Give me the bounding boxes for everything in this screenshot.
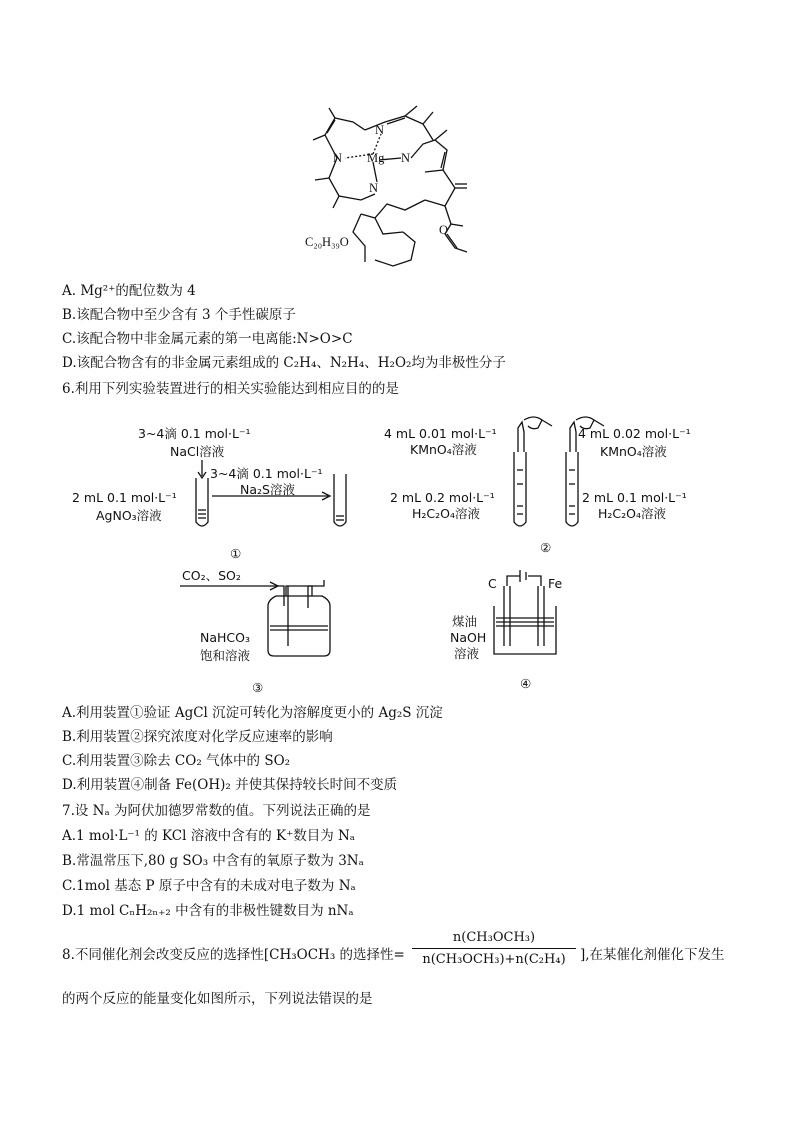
n-atom-left: N [333,151,343,165]
app2-h2c2o4-right-name: H₂C₂O₄溶液 [598,506,666,521]
fraction-numerator: n(CH₃OCH₃) [412,930,576,949]
fraction-denominator: n(CH₃OCH₃)+n(C₂H₄) [422,952,566,967]
q6-option-a: A.利用装置①验证 AgCl 沉淀可转化为溶解度更小的 Ag₂S 沉淀 [62,705,443,721]
app3-label: ③ [252,680,264,695]
q6-option-c: C.利用装置③除去 CO₂ 气体中的 SO₂ [62,753,291,769]
q5-option-a: A. Mg²⁺的配位数为 4 [62,283,196,299]
app3-solution: NaHCO₃ [200,630,250,645]
app4-kerosene: 煤油 [452,614,478,629]
app1-na2s-drops: 3~4滴 0.1 mol·L⁻¹ [210,466,323,481]
app1-label: ① [230,546,242,561]
app4-naoh-solution: 溶液 [454,646,480,661]
app1-agno3-conc: 2 mL 0.1 mol·L⁻¹ [72,490,177,505]
app2-h2c2o4-left-name: H₂C₂O₄溶液 [412,506,480,521]
n-atom-bottom: N [369,181,379,195]
app2-label: ② [540,540,552,555]
ester-o-label: O [439,223,449,237]
side-chain-label: C₂₀H₃₉O [305,235,349,249]
mg-atom: Mg [367,151,385,165]
app2-h2c2o4-left-conc: 2 mL 0.2 mol·L⁻¹ [390,490,495,505]
app3-gas: CO₂、SO₂ [182,568,241,583]
app4-c-electrode: C [488,576,497,591]
q7-option-b: B.常温常压下,80 g SO₃ 中含有的氧原子数为 3Nₐ [62,853,364,869]
app1-nacl-name: NaCl溶液 [170,444,225,459]
q5-option-b: B.该配合物中至少含有 3 个手性碳原子 [62,307,296,323]
app2-kmno4-left-name: KMnO₄溶液 [410,442,477,457]
q7-option-a: A.1 mol·L⁻¹ 的 KCl 溶液中含有的 K⁺数目为 Nₐ [62,828,356,844]
app2-kmno4-right-conc: 4 mL 0.02 mol·L⁻¹ [578,426,691,441]
n-atom-top: N [375,123,385,137]
app1-na2s-name: Na₂S溶液 [240,482,295,497]
selectivity-fraction [412,930,576,967]
q8-stem-after: ],在某催化剂催化下发生 [580,947,725,963]
q7-option-c: C.1mol 基态 P 原子中含有的未成对电子数为 Nₐ [62,878,356,894]
app3-saturated: 饱和溶液 [200,648,251,663]
app4-fe-electrode: Fe [548,576,563,591]
q7-option-d: D.1 mol CₙH₂ₙ₊₂ 中含有的非极性键数目为 nNₐ [62,903,354,919]
q5-option-d: D.该配合物含有的非金属元素组成的 C₂H₄、N₂H₄、H₂O₂均为非极性分子 [62,355,506,371]
q8-stem-before: 8.不同催化剂会改变反应的选择性[CH₃OCH₃ 的选择性= [62,947,405,963]
q7-stem: 7.设 Nₐ 为阿伏加德罗常数的值。下列说法正确的是 [62,803,371,819]
q6-option-b: B.利用装置②探究浓度对化学反应速率的影响 [62,729,333,745]
app4-label: ④ [520,676,532,691]
app4-naoh: NaOH [450,630,487,645]
app2-h2c2o4-right-conc: 2 mL 0.1 mol·L⁻¹ [582,490,687,505]
q6-option-d: D.利用装置④制备 Fe(OH)₂ 并使其保持较长时间不变质 [62,777,398,793]
app1-agno3-name: AgNO₃溶液 [96,508,162,523]
app2-kmno4-right-name: KMnO₄溶液 [600,444,667,459]
app1-nacl-drops: 3~4滴 0.1 mol·L⁻¹ [138,426,251,441]
chlorophyll-structure [305,100,490,270]
app2-kmno4-left-conc: 4 mL 0.01 mol·L⁻¹ [384,426,497,441]
apparatus-figure [62,410,732,700]
n-atom-right: N [401,151,411,165]
q5-option-c: C.该配合物中非金属元素的第一电离能:N>O>C [62,331,353,347]
q8-stem-line2: 的两个反应的能量变化如图所示，下列说法错误的是 [62,991,373,1007]
q6-stem: 6.利用下列实验装置进行的相关实验能达到相应目的的是 [62,381,399,397]
